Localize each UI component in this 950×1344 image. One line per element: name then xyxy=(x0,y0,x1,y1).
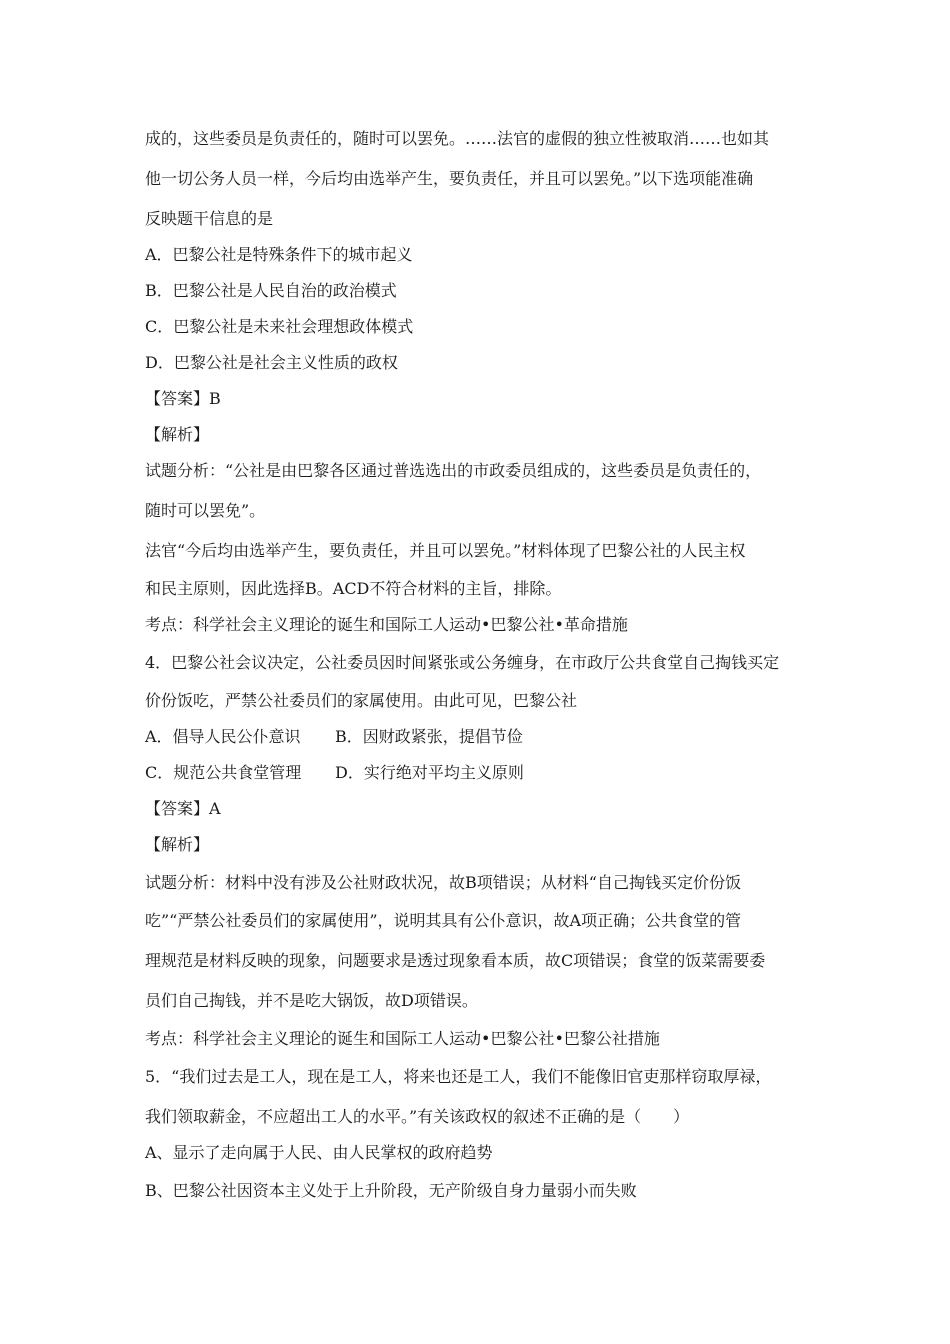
q4-option-c: C．规范公共食堂管理 xyxy=(145,763,302,782)
q4-analysis-line: 试题分析：材料中没有涉及公社财政状况，故B项错误；从材料“自己掏钱买定价份饭 xyxy=(145,873,741,892)
q5-stem-line: 5．“我们过去是工人，现在是工人，将来也还是工人，我们不能像旧官吏那样窃取厚禄， xyxy=(145,1067,772,1086)
q4-analysis-line: 员们自己掏钱，并不是吃大锅饭，故D项错误。 xyxy=(145,991,478,1010)
q3-answer: 【答案】B xyxy=(145,389,221,408)
q3-stem-line: 成的，这些委员是负责任的，随时可以罢免。……法官的虚假的独立性被取消……也如其 xyxy=(145,129,770,148)
q3-analysis-line: 和民主原则，因此选择B。ACD不符合材料的主旨，排除。 xyxy=(145,579,562,598)
q3-analysis-label: 【解析】 xyxy=(145,425,210,444)
q3-option-a: A．巴黎公社是特殊条件下的城市起义 xyxy=(145,245,413,264)
q4-options-row xyxy=(145,762,524,784)
q3-analysis-line: 试题分析：“公社是由巴黎各区通过普选选出的市政委员组成的，这些委员是负责任的， xyxy=(145,461,762,480)
q4-analysis-line: 理规范是材料反映的现象，问题要求是透过现象看本质，故C项错误；食堂的饭菜需要委 xyxy=(145,951,766,970)
q3-kaodian: 考点：科学社会主义理论的诞生和国际工人运动•巴黎公社•革命措施 xyxy=(145,615,628,634)
q3-option-c: C．巴黎公社是未来社会理想政体模式 xyxy=(145,317,414,336)
q4-stem-line: 价份饭吃，严禁公社委员们的家属使用。由此可见，巴黎公社 xyxy=(145,691,578,710)
q5-option-a: A、显示了走向属于人民、由人民掌权的政府趋势 xyxy=(145,1143,493,1162)
q4-option-d: D．实行绝对平均主义原则 xyxy=(335,763,524,782)
q3-stem-line: 他一切公务人员一样，今后均由选举产生，要负责任，并且可以罢免。”以下选项能准确 xyxy=(145,169,754,188)
q4-option-b: B．因财政紧张，提倡节俭 xyxy=(335,727,523,746)
q5-stem-line: 我们领取薪金，不应超出工人的水平。”有关该政权的叙述不正确的是（ ） xyxy=(145,1107,690,1126)
q4-analysis-label: 【解析】 xyxy=(145,835,210,854)
q4-options-row xyxy=(145,726,523,748)
q4-kaodian: 考点：科学社会主义理论的诞生和国际工人运动•巴黎公社•巴黎公社措施 xyxy=(145,1029,660,1048)
q4-analysis-line: 吃”“严禁公社委员们的家属使用”，说明其具有公仆意识，故A项正确；公共食堂的管 xyxy=(145,911,742,930)
q3-option-b: B．巴黎公社是人民自治的政治模式 xyxy=(145,281,397,300)
q3-stem-line: 反映题干信息的是 xyxy=(145,209,274,228)
q3-analysis-line: 随时可以罢免”。 xyxy=(145,501,266,520)
q3-option-d: D．巴黎公社是社会主义性质的政权 xyxy=(145,353,398,372)
q3-analysis-line: 法官“今后均由选举产生，要负责任，并且可以罢免。”材料体现了巴黎公社的人民主权 xyxy=(145,541,746,560)
q4-answer: 【答案】A xyxy=(145,799,221,818)
q4-stem-line: 4．巴黎公社会议决定，公社委员因时间紧张或公务缠身，在市政厅公共食堂自己掏钱买定 xyxy=(145,653,780,672)
q4-option-a: A．倡导人民公仆意识 xyxy=(145,727,301,746)
q5-option-b: B、巴黎公社因资本主义处于上升阶段，无产阶级自身力量弱小而失败 xyxy=(145,1181,637,1200)
